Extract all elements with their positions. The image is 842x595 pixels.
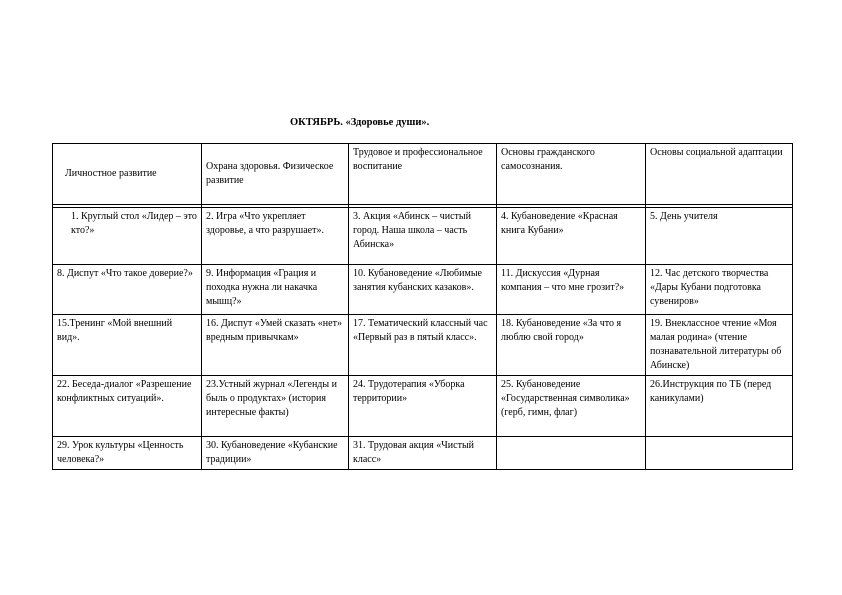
table-cell [646, 315, 793, 376]
table-header-row [53, 144, 793, 205]
table-cell [646, 376, 793, 437]
table-row [53, 208, 793, 265]
table-cell [497, 376, 646, 437]
cell-text: 19. Внеклассное чтение «Моя малая родина» (чтение познавательной литературы об Абинске) [650, 318, 782, 371]
table-cell [497, 315, 646, 376]
cell-text: 31. Трудовая акция «Чистый класс» [353, 440, 475, 465]
table-cell [646, 265, 793, 315]
table-cell [349, 315, 497, 376]
table-cell [53, 315, 202, 376]
cell-text: 30. Кубановедение «Кубанские традиции» [206, 440, 338, 465]
table-cell [349, 265, 497, 315]
table-cell [202, 315, 349, 376]
table-cell [349, 376, 497, 437]
table-row [53, 437, 793, 470]
header-labour-education [349, 144, 497, 205]
cell-text: 25. Кубановедение «Государственная символика» (герб, гимн, флаг) [501, 379, 630, 418]
cell-text: 4. Кубановедение «Красная книга Кубани» [501, 211, 618, 236]
cell-text: 2. Игра «Что укрепляет здоровье, а что разрушает». [206, 211, 324, 236]
header-personal-development [53, 144, 202, 205]
table-row [53, 315, 793, 376]
cell-text: 29. Урок культуры «Ценность человека?» [57, 440, 184, 465]
cell-text: 11. Дискуссия «Дурная компания – что мне грозит?» [501, 268, 625, 293]
cell-text: 16. Диспут «Умей сказать «нет» вредным привычкам» [206, 318, 342, 343]
table-cell [202, 208, 349, 265]
page-title: ОКТЯБРЬ. «Здоровье души». [290, 117, 430, 128]
table-cell [646, 208, 793, 265]
header-label: Охрана здоровья. Физическое развитие [206, 161, 334, 186]
table-row [53, 376, 793, 437]
cell-text: 23.Устный журнал «Легенды и быль о продуктах» (история интересные факты) [206, 379, 337, 418]
cell-text: 1. Круглый стол «Лидер – это кто?» [71, 211, 197, 236]
header-label: Основы гражданского самосознания. [501, 147, 595, 172]
cell-text: 9. Информация «Грация и походка нужна ли накачка мышц?» [206, 268, 318, 307]
table-cell [646, 437, 793, 470]
header-civic-awareness [497, 144, 646, 205]
header-label: Основы социальной адаптации [650, 147, 783, 158]
table-cell [202, 265, 349, 315]
cell-text: 22. Беседа-диалог «Разрешение конфликтных ситуаций». [57, 379, 192, 404]
table-cell [497, 265, 646, 315]
header-label: Личностное развитие [65, 168, 157, 179]
table-cell [53, 437, 202, 470]
table-cell [497, 437, 646, 470]
cell-text: 8. Диспут «Что такое доверие?» [57, 268, 193, 279]
cell-text: 18. Кубановедение «За что я люблю свой город» [501, 318, 622, 343]
cell-text: 10. Кубановедение «Любимые занятия кубанских казаков». [353, 268, 482, 293]
header-social-adaptation [646, 144, 793, 205]
table-cell [53, 376, 202, 437]
cell-text: 5. День учителя [650, 211, 718, 222]
table-cell [202, 437, 349, 470]
table-cell [53, 265, 202, 315]
header-label: Трудовое и профессиональное воспитание [353, 147, 483, 172]
cell-text: 17. Тематический классный час «Первый раз в пятый класс». [353, 318, 488, 343]
header-health [202, 144, 349, 205]
cell-text: 12. Час детского творчества «Дары Кубани подготовка сувениров» [650, 268, 769, 307]
table-cell [202, 376, 349, 437]
table-cell [497, 208, 646, 265]
cell-text: 15.Тренинг «Мой внешний вид». [57, 318, 173, 343]
cell-text: 24. Трудотерапия «Уборка территории» [353, 379, 465, 404]
cell-text: 3. Акция «Абинск – чистый город. Наша школа – часть Абинска» [353, 211, 471, 250]
table-cell [349, 208, 497, 265]
activity-plan-table [52, 143, 793, 470]
cell-text: 26.Инструкция по ТБ (перед каникулами) [650, 379, 772, 404]
table-row [53, 265, 793, 315]
table-cell [53, 208, 202, 265]
table-cell [349, 437, 497, 470]
